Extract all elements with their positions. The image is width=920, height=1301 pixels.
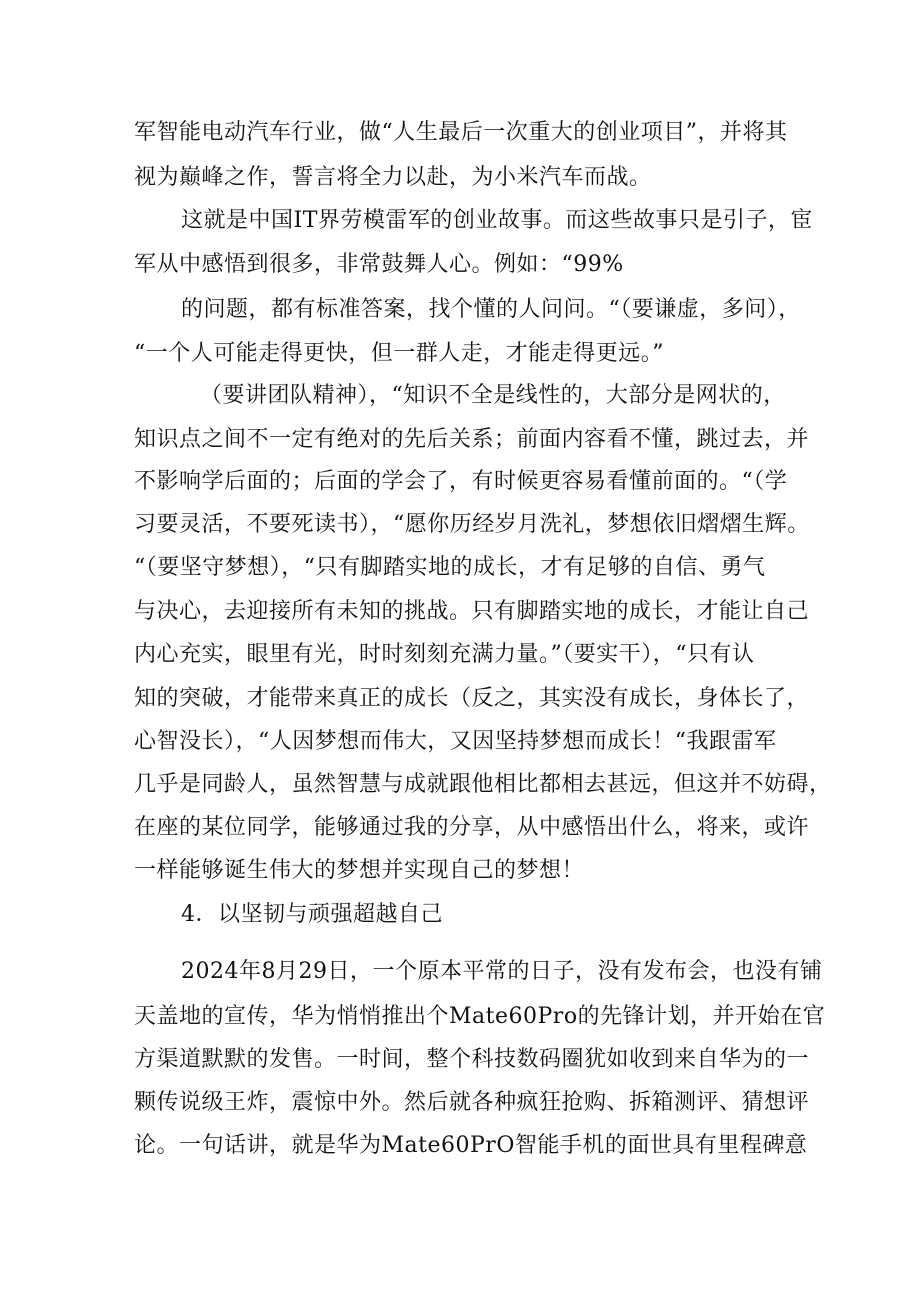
text-line: “（要坚守梦想），“只有脚踏实地的成长，才有足够的自信、勇气 (134, 555, 766, 580)
text-line: 在座的某位同学，能够通过我的分享，从中感悟出什么，将来，或许 (134, 815, 810, 840)
text-line: 方渠道默默的发售。一时间，整个科技数码圈犹如收到来自华为的一 (134, 1047, 810, 1072)
text-line: （要讲团队精神），“知识不全是线性的，大部分是网状的， (200, 383, 786, 408)
text-line: 军从中感悟到很多，非常鼓舞人心。例如：“99% (134, 252, 624, 277)
text-line: 习要灵活，不要死读书），“愿你历经岁月洗礼，梦想依旧熠熠生辉。 (134, 512, 810, 537)
text-line: 军智能电动汽车行业，做“人生最后一次重大的创业项目”，并将其 (134, 120, 788, 145)
text-line: 2024年8月29日，一个原本平常的日子，没有发布会，也没有铺 (181, 959, 823, 984)
text-line: 一样能够诞生伟大的梦想并实现自己的梦想！ (134, 858, 585, 883)
section-heading: 4．以坚韧与顽强超越自己 (181, 902, 443, 927)
text-line: 知识点之间不一定有绝对的先后关系；前面内容看不懂，跳过去，并 (134, 427, 810, 452)
text-line: 知的突破，才能带来真正的成长（反之，其实没有成长，身体长了， (134, 686, 810, 711)
text-line: 几乎是同龄人，虽然智慧与成就跟他相比都相去甚远，但这并不妨碍， (134, 772, 832, 797)
text-line: 内心充实，眼里有光，时时刻刻充满力量。”（要实干），“只有认 (134, 642, 755, 667)
text-line: 天盖地的宣传，华为悄悄推出个Mate60Pro的先锋计划，并开始在官 (134, 1004, 826, 1029)
text-line: 心智没长），“人因梦想而伟大，又因坚持梦想而成长！“我跟雷军 (134, 729, 777, 754)
text-line: 论。一句话讲，就是华为Mate60PrO智能手机的面世具有里程碑意 (134, 1133, 808, 1158)
text-line: 不影响学后面的；后面的学会了，有时候更容易看懂前面的。“（学 (134, 469, 788, 494)
text-line: 视为巅峰之作，誓言将全力以赴，为小米汽车而战。 (134, 165, 652, 190)
text-line: 与决心，去迎接所有未知的挑战。只有脚踏实地的成长，才能让自己 (134, 599, 810, 624)
text-line: 颗传说级王炸，震惊中外。然后就各种疯狂抢购、拆箱测评、猜想评 (134, 1090, 810, 1115)
text-line: “一个人可能走得更快，但一群人走，才能走得更远。” (134, 341, 664, 366)
text-line: 的问题，都有标准答案，找个懂的人问问。“（要谦虚，多问）， (181, 297, 801, 322)
text-line: 这就是中国IT界劳模雷军的创业故事。而这些故事只是引子，宦 (181, 208, 813, 233)
